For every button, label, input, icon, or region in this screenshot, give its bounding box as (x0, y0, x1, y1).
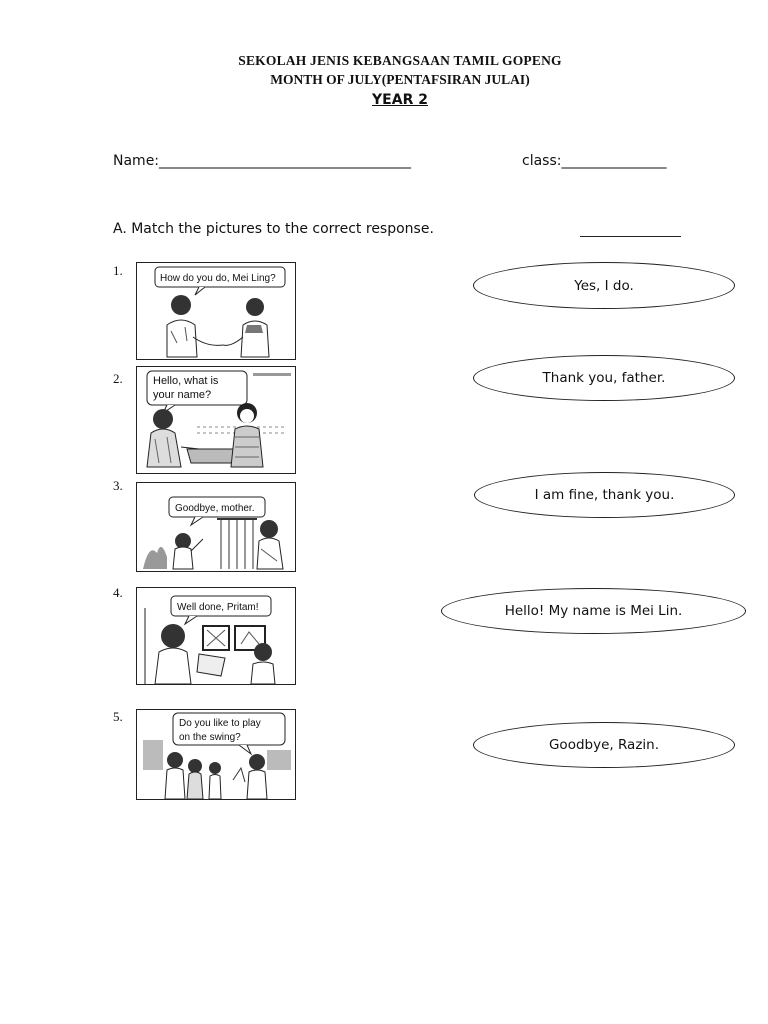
year-heading (0, 92, 768, 108)
name-label: Name: (113, 153, 160, 169)
response-option-4[interactable] (441, 588, 746, 634)
picture-1-drawing (137, 263, 295, 359)
picture-5-bubble-line-1: Do you like to play (179, 718, 261, 729)
picture-1[interactable] (136, 262, 296, 360)
picture-3-bubble-text: Goodbye, mother. (175, 503, 255, 514)
picture-3[interactable] (136, 482, 296, 572)
marks-line (580, 236, 681, 237)
picture-5-drawing (137, 710, 295, 799)
response-option-3[interactable] (474, 472, 735, 518)
picture-4[interactable] (136, 587, 296, 685)
picture-2-bubble-line-2: your name? (153, 389, 212, 401)
picture-number-3: 3. (113, 478, 123, 493)
class-blank: _______________ (561, 153, 667, 169)
response-text-3: I am fine, thank you. (534, 487, 675, 503)
picture-5-bubble-line-2: on the swing? (179, 732, 241, 743)
picture-4-bubble-text: Well done, Pritam! (177, 602, 259, 613)
picture-number-5: 5. (113, 709, 123, 724)
picture-1-bubble-text: How do you do, Mei Ling? (160, 273, 276, 284)
class-field[interactable] (522, 153, 666, 169)
picture-number-2: 2. (113, 371, 123, 386)
response-option-2[interactable] (473, 355, 735, 401)
assessment-month: MONTH OF JULY(PENTAFSIRAN JULAI) (270, 72, 530, 87)
section-a-instruction: A. Match the pictures to the correct response. (113, 221, 434, 237)
name-blank: ____________________________________ (159, 153, 412, 169)
class-label: class: (522, 153, 562, 169)
picture-2-bubble-line-1: Hello, what is (153, 375, 219, 387)
picture-2[interactable] (136, 366, 296, 474)
response-text-2: Thank you, father. (542, 370, 666, 386)
name-field[interactable] (113, 153, 411, 169)
response-option-1[interactable] (473, 262, 735, 309)
response-text-5: Goodbye, Razin. (548, 737, 660, 753)
school-name: SEKOLAH JENIS KEBANGSAAN TAMIL GOPENG (238, 53, 562, 68)
picture-number-4: 4. (113, 585, 123, 600)
picture-number-1: 1. (113, 263, 123, 278)
year-label: YEAR 2 (372, 92, 428, 108)
picture-3-drawing (137, 483, 295, 571)
response-text-4: Hello! My name is Mei Lin. (504, 603, 683, 619)
response-option-5[interactable] (473, 722, 735, 768)
picture-2-drawing (137, 367, 295, 473)
picture-4-drawing (137, 588, 295, 684)
response-text-1: Yes, I do. (574, 277, 634, 294)
picture-5[interactable] (136, 709, 296, 800)
